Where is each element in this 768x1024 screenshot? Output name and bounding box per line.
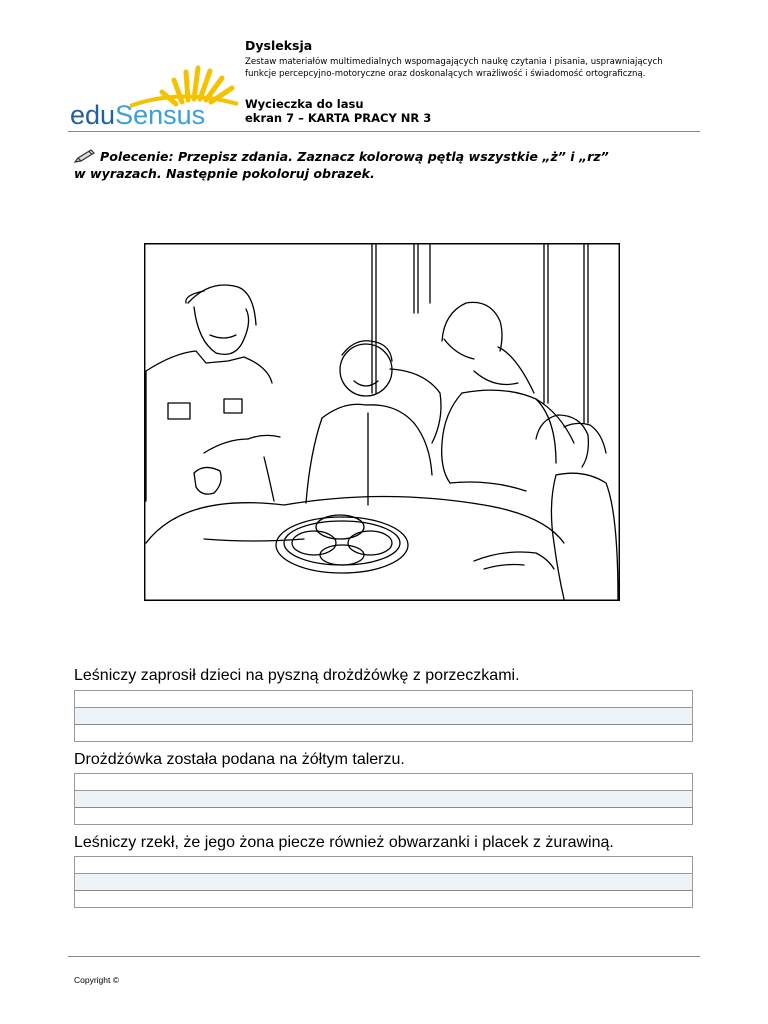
- writing-line[interactable]: [75, 857, 692, 874]
- header-title: Dysleksja: [245, 38, 313, 53]
- writing-line[interactable]: [75, 874, 692, 891]
- header-description: Zestaw materiałów multimedialnych wspomagających naukę czytania i pisania, usprawniających funkcje percepcyjno-motoryczne oraz doskonalących wrażliwość i świadomość ortograficzną.: [245, 57, 663, 79]
- instruction: [74, 148, 674, 182]
- family-table-illustration: [144, 243, 620, 601]
- logo-wordmark: [70, 100, 205, 131]
- footer-divider: [68, 956, 700, 957]
- edusensus-logo: [70, 64, 240, 130]
- instruction-line-2: w wyrazach. Następnie pokoloruj obrazek.: [74, 166, 375, 181]
- writing-lines-2[interactable]: [74, 773, 693, 825]
- exercise-sentence-2: Drożdżówka została podana na żółtym talerzu.: [74, 751, 405, 768]
- logo-edu: edu: [70, 100, 116, 130]
- writing-line[interactable]: [75, 808, 692, 824]
- writing-line[interactable]: [75, 691, 692, 708]
- writing-lines-1[interactable]: [74, 690, 693, 742]
- writing-line[interactable]: [75, 891, 692, 907]
- exercise-sentence-1: Leśniczy zaprosił dzieci na pyszną drożdżówkę z porzeczkami.: [74, 667, 520, 684]
- writing-line[interactable]: [75, 774, 692, 791]
- writing-lines-3[interactable]: [74, 856, 693, 908]
- header-subtitle-topic: Wycieczka do lasu: [245, 97, 364, 111]
- writing-line[interactable]: [75, 708, 692, 725]
- pencil-icon: [74, 149, 96, 163]
- writing-line[interactable]: [75, 791, 692, 808]
- logo-sensus: Sensus: [115, 100, 206, 130]
- writing-line[interactable]: [75, 725, 692, 741]
- exercise-sentence-3: Leśniczy rzekł, że jego żona piecze również obwarzanki i placek z żurawiną.: [74, 834, 614, 851]
- header-subtitle-screen: ekran 7 – KARTA PRACY NR 3: [245, 111, 432, 125]
- copyright-text: Copyright ©: [74, 975, 120, 985]
- instruction-line-1: Polecenie: Przepisz zdania. Zaznacz kolorową pętlą wszystkie „ż” i „rz”: [100, 149, 609, 164]
- header-divider: [68, 131, 700, 132]
